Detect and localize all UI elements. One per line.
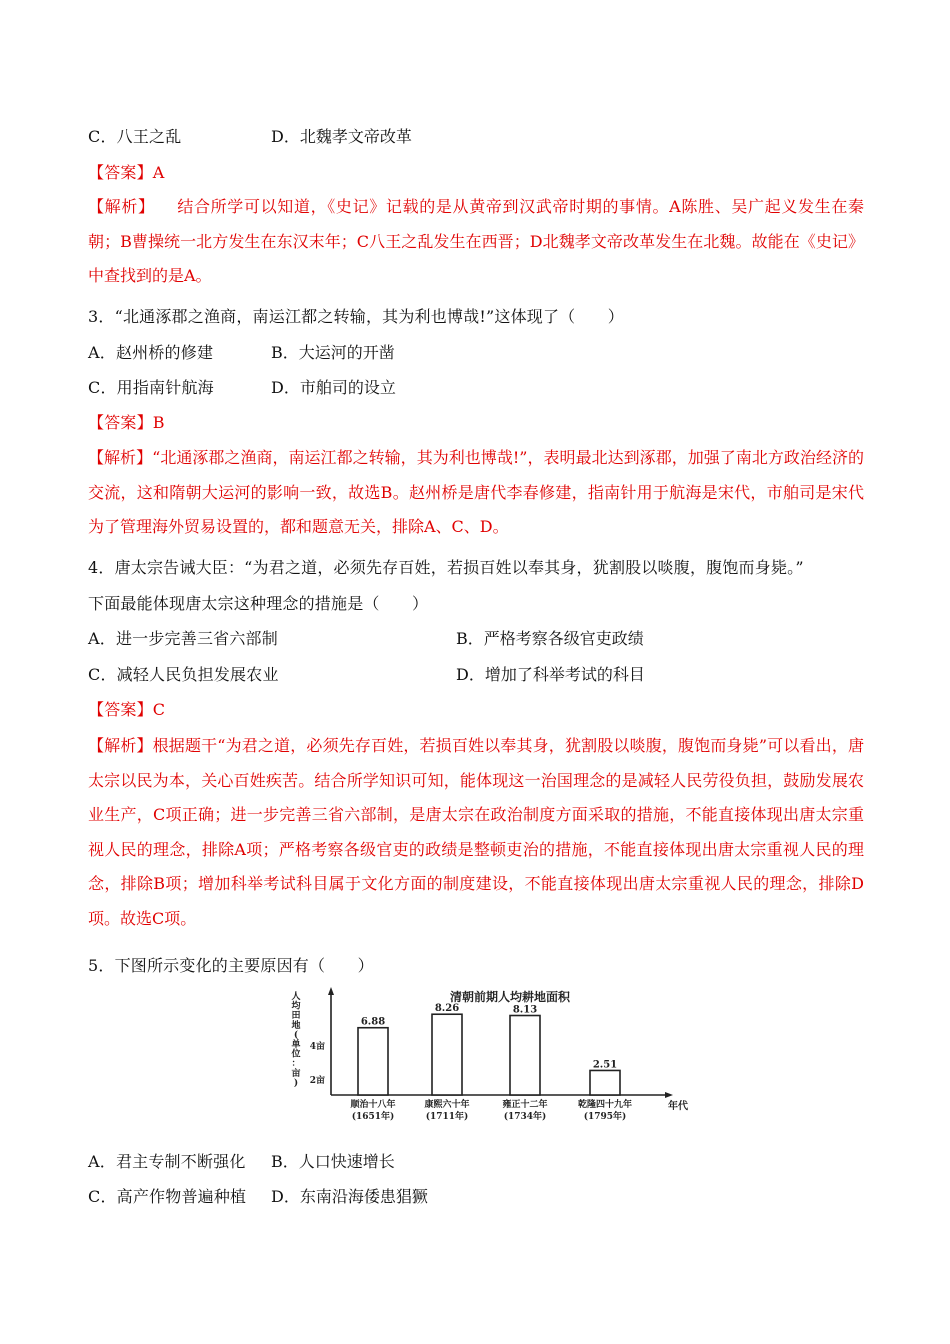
chart-value-label: 2.51 (592, 1059, 618, 1071)
chart-title: 清朝前期人均耕地面积 (449, 990, 571, 1004)
q5-option-d: D．东南沿海倭患猖獗 (271, 1187, 428, 1206)
q4-analysis-text: 根据题干“为君之道，必须先存百姓，若损百姓以奉其身，犹割股以啖腹，腹饱而身毙”可以看出，唐太宗以民为本，关心百姓疾苦。结合所学知识可知，能体现这一治国理念的是减轻人民劳役负担，鼓励发展农业生产，C项正确；进一步完善三省六部制，是唐太宗在政治制度方面采取的措施，不能直接体现出唐太宗重视人民的理念，排除A项；严格考察各级官吏的政绩是整顿吏治的措施，不能直接体现出唐太宗重视人民的理念，排除B项；增加科举考试科目属于文化方面的制度建设，不能直接体现出唐太宗重视人民的理念，排除D项。故选C项。 (88, 736, 864, 928)
chart-ylabel-char: 均 (291, 1001, 301, 1012)
chart-category-label: 雍正十二年 (502, 1100, 548, 1110)
q4-option-a: A．进一步完善三省六部制 (88, 629, 278, 648)
chart-value-label: 8.26 (434, 1003, 460, 1015)
q3-option-c: C．用指南针航海 (88, 378, 214, 397)
chart-ylabel-char: 位 (291, 1049, 301, 1060)
chart-ytick-2: 2亩 (309, 1076, 325, 1086)
q4-analysis (88, 729, 864, 936)
q4-option-d: D．增加了科举考试的科目 (456, 665, 645, 684)
chart-bars (350, 1003, 632, 1122)
q3-answer: 【答案】B (88, 413, 165, 432)
chart-ylabel-char: 地 (291, 1020, 301, 1031)
chart-ylabel-char: 亩 (291, 1068, 301, 1079)
chart-x-arrow (665, 1092, 673, 1098)
q2-option-c: C．八王之乱 (88, 127, 182, 146)
farmland-chart (285, 985, 688, 1123)
q5-option-a: A．君主专制不断强化 (88, 1152, 246, 1171)
chart-value-label: 8.13 (512, 1004, 538, 1016)
q2-answer: 【答案】A (88, 163, 165, 182)
q4-option-b: B．严格考察各级官吏政绩 (456, 629, 644, 648)
q4-analysis-tag: 【解析】 (88, 736, 153, 755)
chart-value-label: 6.88 (360, 1016, 386, 1028)
chart-bar (510, 1016, 540, 1095)
chart-category-label: 顺治十八年 (350, 1100, 396, 1110)
chart-category-year: (1651年) (351, 1112, 395, 1122)
q2-analysis-tag: 【解析】 (88, 197, 155, 216)
chart-bar (432, 1014, 462, 1095)
chart-ylabel (290, 990, 301, 1088)
q4-stem-line1: 4．唐太宗告诫大臣：“为君之道，必须先存百姓，若损百姓以奉其身，犹割股以啖腹，腹饱而身毙。” (88, 558, 804, 577)
q3-analysis-text: “北通涿郡之渔商，南运江都之转输，其为利也博哉!”，表明最北达到涿郡，加强了南北方政治经济的交流，这和隋朝大运河的影响一致，故选B。赵州桥是唐代李春修建，指南针用于航海是宋代，市舶司是宋代为了管理海外贸易设置的，都和题意无关，排除A、C、D。 (88, 448, 864, 536)
chart-ylabel-char: 人 (291, 992, 301, 1002)
chart-ytick-4: 4亩 (309, 1042, 325, 1052)
farmland-chart-svg (285, 985, 688, 1123)
chart-y-arrow (328, 987, 334, 995)
chart-bar (358, 1028, 388, 1095)
chart-category-label: 乾隆四十九年 (577, 1100, 633, 1110)
chart-ylabel-char: ) (293, 1078, 299, 1089)
q5-option-b: B．人口快速增长 (271, 1152, 395, 1171)
q3-stem: 3．“北通涿郡之渔商，南运江都之转输，其为利也博哉!”这体现了（ ） (88, 307, 624, 326)
chart-ylabel-char: ： (291, 1059, 301, 1070)
chart-category-label: 康熙六十年 (424, 1100, 470, 1110)
chart-category-year: (1795年) (583, 1112, 627, 1122)
q2-analysis-text: 结合所学可以知道，《史记》记载的是从黄帝到汉武帝时期的事情。A陈胜、吴广起义发生在秦朝；B曹操统一北方发生在东汉末年；C八王之乱发生在西晋；D北魏孝文帝改革发生在北魏。故能在《史记》中查找到的是A。 (88, 197, 864, 285)
q4-answer: 【答案】C (88, 700, 166, 719)
chart-category-year: (1734年) (503, 1112, 547, 1122)
q4-option-c: C．减轻人民负担发展农业 (88, 665, 279, 684)
chart-xlabel: 年代 (668, 1101, 688, 1112)
q3-option-b: B．大运河的开凿 (271, 343, 395, 362)
q2-analysis (88, 190, 864, 294)
q4-stem-line2: 下面最能体现唐太宗这种理念的措施是（ ） (88, 594, 429, 613)
chart-ylabel-char: 单 (291, 1040, 301, 1050)
chart-ylabel-char: ( (293, 1030, 299, 1041)
q3-option-d: D．市舶司的设立 (271, 378, 396, 397)
q5-stem: 5．下图所示变化的主要原因有（ ） (88, 956, 374, 975)
chart-ylabel-char: 田 (291, 1011, 301, 1022)
chart-bar (590, 1070, 620, 1095)
q5-option-c: C．高产作物普遍种植 (88, 1187, 247, 1206)
q3-analysis (88, 441, 864, 545)
chart-category-year: (1711年) (425, 1112, 469, 1122)
q3-analysis-tag: 【解析】 (88, 448, 153, 467)
q2-option-d: D．北魏孝文帝改革 (271, 127, 412, 146)
q3-option-a: A．赵州桥的修建 (88, 343, 214, 362)
